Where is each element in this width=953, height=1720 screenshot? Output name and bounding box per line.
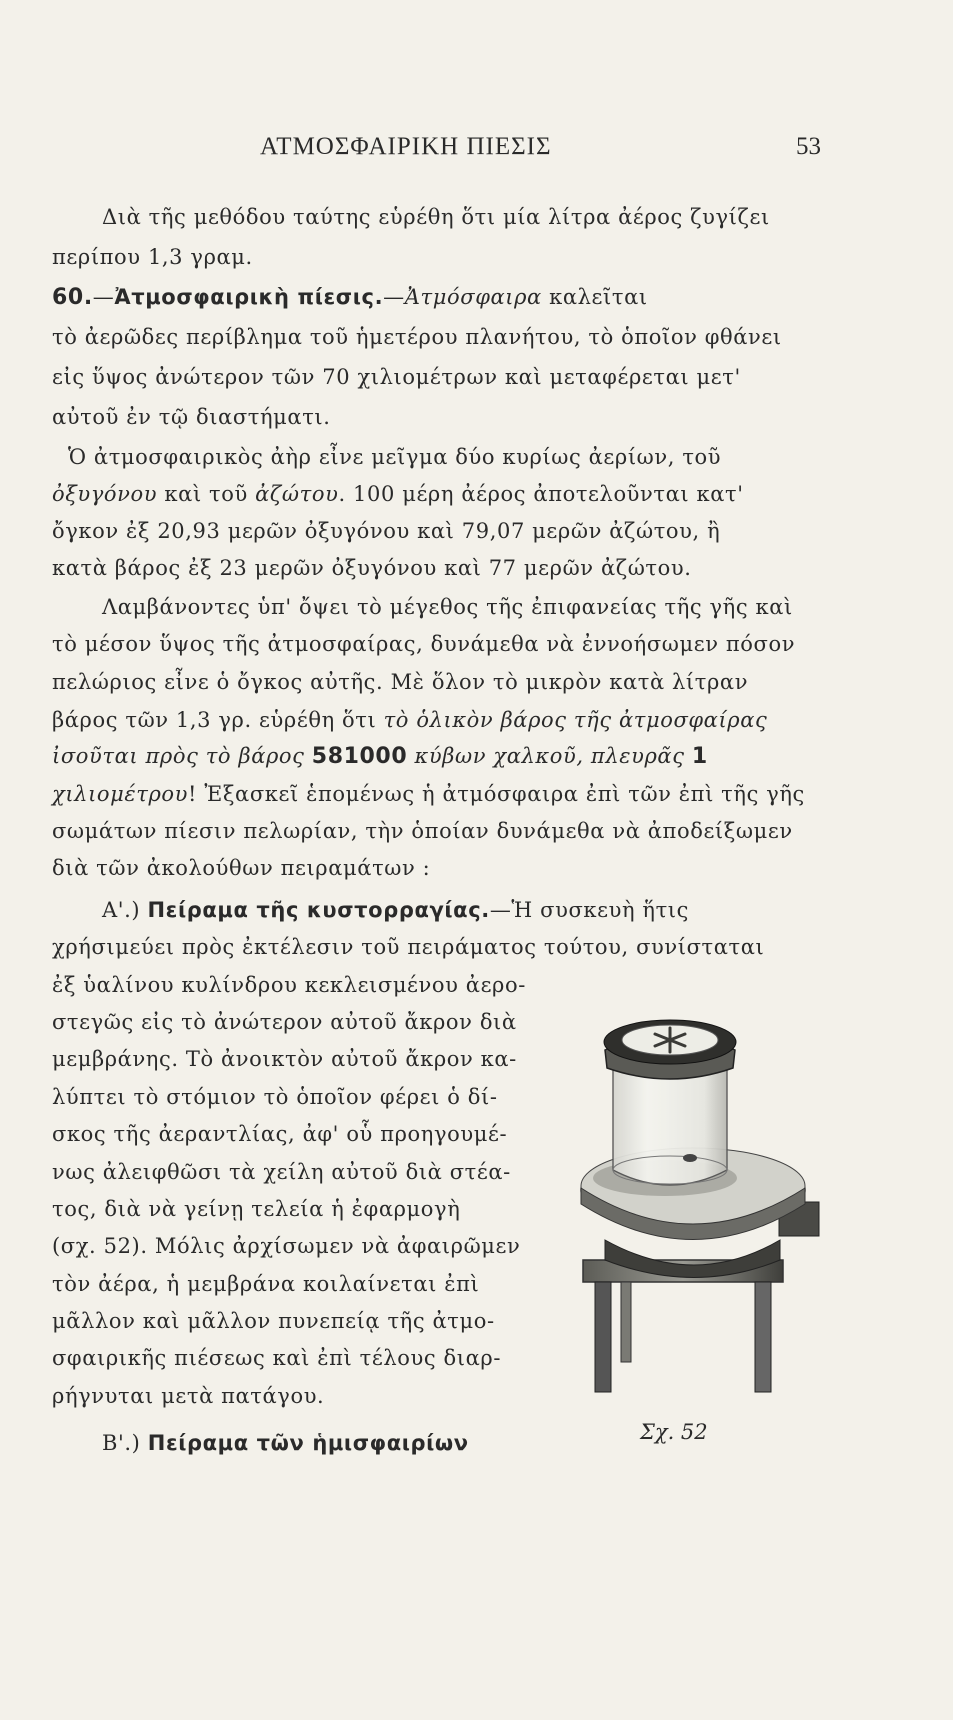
text-line: πελώριος εἶνε ὁ ὄγκος αὐτῆς. Μὲ ὅλον τὸ μικρὸν κατὰ λίτραν <box>52 670 749 694</box>
running-header <box>52 133 821 173</box>
text-line: νως ἀλειφθῶσι τὰ χείλη αὐτοῦ διὰ στέα- <box>52 1160 511 1184</box>
text-line: λύπτει τὸ στόμιον τὸ ὁποῖον φέρει ὁ δί- <box>52 1085 498 1109</box>
text-line: Διὰ τῆς μεθόδου ταύτης εὑρέθη ὅτι μία λίτρα ἀέρος ζυγίζει <box>102 205 770 229</box>
dash: — <box>383 285 405 309</box>
section-60-heading-line <box>52 283 822 312</box>
text-line: Λαμβάνοντες ὑπ' ὄψει τὸ μέγεθος τῆς ἐπιφανείας τῆς γῆς καὶ <box>102 595 793 619</box>
bold-number: 1 <box>691 744 708 769</box>
text-line: στεγῶς εἰς τὸ ἀνώτερον αὐτοῦ ἄκρον διὰ <box>52 1010 517 1034</box>
text-span: ! Ἐξασκεῖ ἑπομένως ἡ ἀτμόσφαιρα ἐπὶ τῶν ἐπὶ τῆς γῆς <box>188 782 805 806</box>
text-line: σωμάτων πίεσιν πελωρίαν, τὴν ὁποίαν δυνάμεθα νὰ ἀποδείξωμεν <box>52 819 793 843</box>
text-line: ἐξ ὑαλίνου κυλίνδρου κεκλεισμένου ἀερο- <box>52 973 526 997</box>
emphasis-span: κύβων χαλκοῦ, πλευρᾶς <box>407 744 692 768</box>
figure-caption: Σχ. 52 <box>640 1420 708 1444</box>
text-line: ὄγκον ἐξ 20,93 μερῶν ὀξυγόνου καὶ 79,07 μερῶν ἀζώτου, ἢ <box>52 519 721 543</box>
text-span: . 100 μέρη ἀέρος ἀποτελοῦνται κατ' <box>338 482 744 506</box>
section-number: 60. <box>52 285 93 310</box>
text-span: καλεῖται <box>541 285 648 309</box>
text-span: —Ἡ συσκευὴ ἥτις <box>489 898 689 922</box>
text-line: Ὁ ἀτμοσφαιρικὸς ἀὴρ εἶνε μεῖγμα δύο κυρίως ἀερίων, τοῦ <box>68 445 722 469</box>
text-line: σφαιρικῆς πιέσεως καὶ ἐπὶ τέλους διαρ- <box>52 1346 502 1370</box>
table-icon <box>583 1260 783 1392</box>
page-title: ΑΤΜΟΣΦΑΙΡΙΚΗ ΠΙΕΣΙΣ <box>260 133 552 160</box>
text-line: τὸ ἀερῶδες περίβλημα τοῦ ἡμετέρου πλανήτου, τὸ ὁποῖον φθάνει <box>52 325 782 349</box>
page-number: 53 <box>796 133 821 160</box>
text-line <box>52 742 822 771</box>
text-line <box>52 780 822 808</box>
section-heading: Ἀτμοσφαιρικὴ πίεσις. <box>114 285 384 309</box>
text-line: τὸ μέσον ὕψος τῆς ἀτμοσφαίρας, δυνάμεθα νὰ ἐννοήσωμεν πόσον <box>52 632 796 656</box>
text-line <box>52 706 822 734</box>
text-line: περίπου 1,3 γραμ. <box>52 245 253 269</box>
figure-52-illustration <box>565 990 823 1720</box>
term: Ἀτμόσφαιρα <box>404 285 542 309</box>
experiment-b-heading-line <box>102 1429 582 1457</box>
text-line: εἰς ὕψος ἀνώτερον τῶν 70 χιλιομέτρων καὶ μεταφέρεται μετ' <box>52 365 741 389</box>
text-line: τος, διὰ νὰ γείνῃ τελεία ἡ ἐφαρμογὴ <box>52 1197 461 1221</box>
text-line: ρήγνυται μετὰ πατάγου. <box>52 1384 325 1408</box>
dash: — <box>92 285 115 309</box>
experiment-label: Β'.) <box>102 1431 141 1455</box>
emphasis-span: τὸ ὁλικὸν βάρος τῆς ἀτμοσφαίρας <box>383 708 768 732</box>
text-line: τὸν ἀέρα, ἡ μεμβράνα κοιλαίνεται ἐπὶ <box>52 1272 480 1296</box>
text-line: (σχ. 52). Μόλις ἀρχίσωμεν νὰ ἀφαιρῶμεν <box>52 1234 521 1258</box>
emphasis-span: χιλιομέτρου <box>52 782 189 806</box>
text-span: βάρος τῶν 1,3 γρ. εὑρέθη ὅτι <box>52 708 384 732</box>
term-oxygen: ὀξυγόνου <box>52 482 158 506</box>
bold-number: 581000 <box>311 744 408 769</box>
text-line: κατὰ βάρος ἐξ 23 μερῶν ὀξυγόνου καὶ 77 μερῶν ἀζώτου. <box>52 556 692 580</box>
text-line: διὰ τῶν ἀκολούθων πειραμάτων : <box>52 856 431 880</box>
text-line: μεμβράνης. Τὸ ἀνοικτὸν αὐτοῦ ἄκρον κα- <box>52 1047 517 1071</box>
term-nitrogen: ἀζώτου <box>255 482 339 506</box>
text-line: χρήσιμεύει πρὸς ἐκτέλεσιν τοῦ πειράματος τούτου, συνίσταται <box>52 935 765 959</box>
text-span: καὶ τοῦ <box>157 482 256 506</box>
experiment-heading: Πείραμα τῆς κυστορραγίας. <box>147 898 490 922</box>
experiment-label: Α'.) <box>102 898 141 922</box>
experiment-heading: Πείραμα τῶν ἡμισφαιρίων <box>147 1431 469 1455</box>
emphasis-span: ἰσοῦται πρὸς τὸ βάρος <box>52 744 312 768</box>
text-line <box>52 480 822 508</box>
text-line: αὐτοῦ ἐν τῷ διαστήματι. <box>52 405 331 429</box>
bell-jar-apparatus-drawing <box>565 990 823 1410</box>
text-line: μᾶλλον καὶ μᾶλλον πυνεπείᾳ τῆς ἀτμο- <box>52 1309 495 1333</box>
experiment-a-heading-line <box>102 896 822 924</box>
text-line: σκος τῆς ἀεραντλίας, ἀφ' οὗ προηγουμέ- <box>52 1122 508 1146</box>
